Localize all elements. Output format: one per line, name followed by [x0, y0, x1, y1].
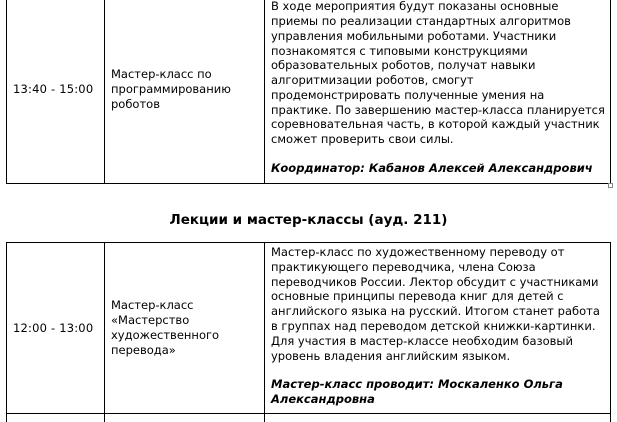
session-description: В ходе мероприятия будут показаны основные приемы по реализации стандартных алгоритмов управления мобильными роботами. Участники познакомятся с типовыми конструкциями образовательных роботов, получат навыки алгоритмизации роботов, смогут продемонстрировать полученные умения на практике. По завершению мастер-класса планируется соревновательная часть, в которой каждый участник сможет проверить свои силы. [271, 0, 605, 147]
session-description-cell [265, 0, 611, 184]
session-time: 13:40 - 15:00 [7, 0, 105, 184]
session-description: Мастер-класс по художественному переводу от практикующего переводчика, члена Союза переводчиков России. Лектор обсудит с участниками основные принципы перевода книг для детей с английского языка на русский. Итогом станет работа в группах над переводом детской книжки-картинки. Для участия в мастер-классе необходим базовый уровень владения английским языком. [271, 245, 600, 363]
schedule-table-top [6, 0, 611, 184]
session-coordinator: Координатор: Кабанов Алексей Александрович [271, 161, 593, 176]
next-session-description-cell [265, 413, 611, 422]
table-resize-handle[interactable] [608, 183, 613, 188]
next-session-title [105, 413, 265, 422]
session-title: Мастер-класс по программированию роботов [105, 0, 265, 184]
schedule-table-lectures [6, 242, 611, 422]
session-title: Мастер-класс «Мастерство художественного перевода» [105, 243, 265, 414]
table-row [7, 243, 611, 414]
next-session-time [7, 413, 105, 422]
table-row [7, 0, 611, 184]
table-row [7, 413, 611, 422]
session-time: 12:00 - 13:00 [7, 243, 105, 414]
section-heading: Лекции и мастер-классы (ауд. 211) [169, 212, 448, 228]
session-description-cell [265, 243, 611, 414]
session-coordinator: Мастер-класс проводит: Москаленко Ольга Александровна [271, 377, 563, 407]
